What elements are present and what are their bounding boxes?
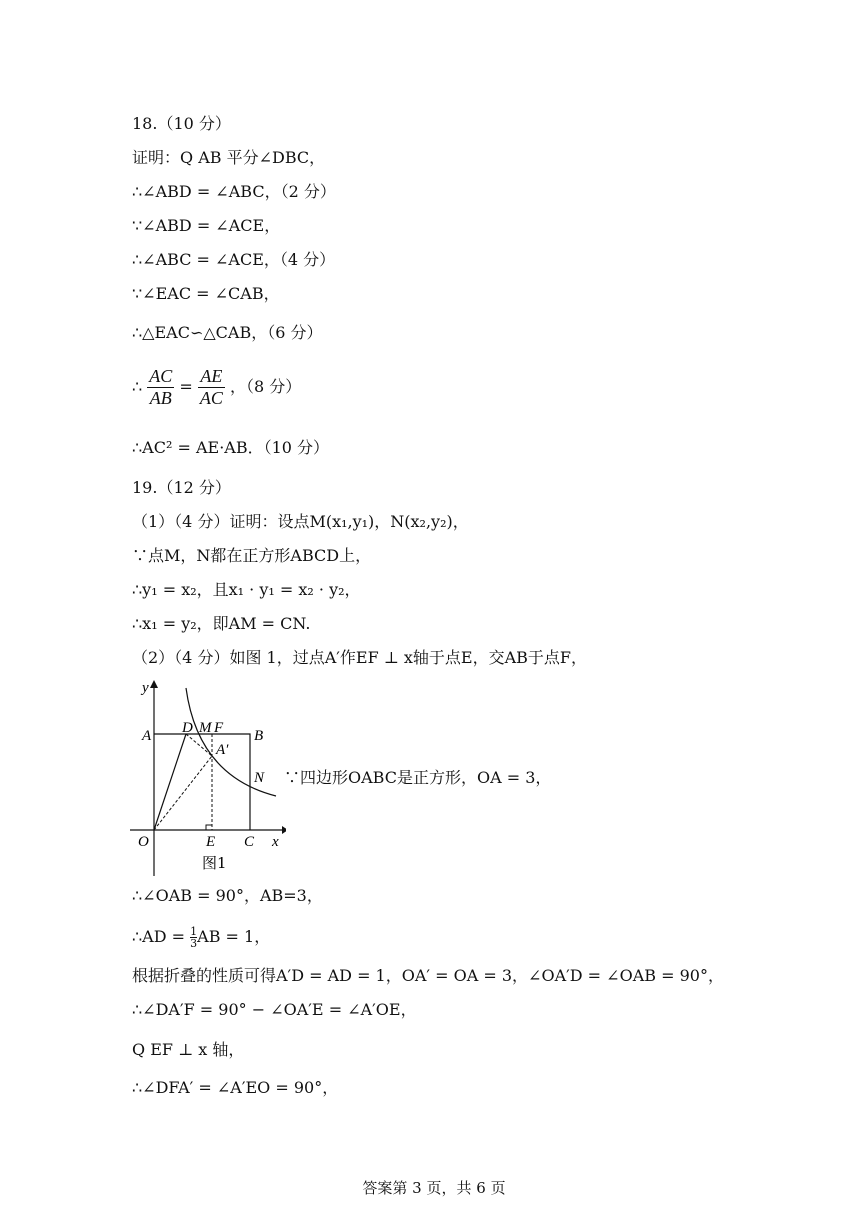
q19-line-5: （2）（4 分）如图 1，过点A′作EF ⊥ x轴于点E，交AB于点F， <box>132 648 588 667</box>
fraction-denominator: 3 <box>190 937 198 950</box>
q19-line-11: Q EF ⊥ x 轴， <box>132 1040 245 1059</box>
q18-line-7 <box>132 366 301 416</box>
fraction-numerator: AC <box>149 366 173 386</box>
q19-line-12: ∴∠DFA′ = ∠A′EO = 90°， <box>132 1078 339 1097</box>
label-m: M <box>199 720 212 736</box>
q19-line-4: ∴x₁ = y₂，即AM = CN. <box>132 614 311 633</box>
figure-1-diagram <box>126 676 286 876</box>
label-e: E <box>206 834 216 850</box>
label-a-prime: A′ <box>216 742 229 758</box>
fraction-numerator: AE <box>198 366 225 388</box>
fraction-denominator: AB <box>149 388 172 408</box>
label-o: O <box>138 834 149 850</box>
ad-prefix: ∴AD = <box>132 927 191 946</box>
fraction-denominator: AC <box>199 388 223 408</box>
x-axis-arrow <box>282 826 286 834</box>
q18-header: 18.（10 分） <box>132 114 231 133</box>
q18-line-3: ∵∠ABD = ∠ACE， <box>132 216 281 235</box>
score-note: ，（8 分） <box>230 377 302 396</box>
label-a: A <box>142 728 152 744</box>
segment-od <box>154 734 186 830</box>
q18-line-5: ∵∠EAC = ∠CAB， <box>132 284 280 303</box>
y-axis-arrow <box>150 680 158 688</box>
fraction-ac-ab <box>147 366 174 409</box>
q19-line-9: 根据折叠的性质可得A′D = AD = 1，OA′ = OA = 3，∠OA′D = ∠OAB = 90°， <box>132 966 724 985</box>
q18-line-1: 证明：Q AB 平分∠DBC， <box>132 148 326 167</box>
label-x: x <box>272 834 279 850</box>
label-c: C <box>244 834 255 850</box>
label-f: F <box>214 720 224 736</box>
segment-oa-prime <box>154 756 212 830</box>
q18-line-6: ∴△EAC∽△CAB，（6 分） <box>132 323 323 342</box>
figure-1 <box>126 676 286 880</box>
figure-caption: 图1 <box>202 854 227 872</box>
ad-suffix: AB = 1， <box>197 927 271 946</box>
q19-line-3: ∴y₁ = x₂，且x₁ · y₁ = x₂ · y₂， <box>132 580 361 599</box>
q18-line-4: ∴∠ABC = ∠ACE，（4 分） <box>132 250 336 269</box>
q19-line-6: ∵四边形OABC是正方形，OA = 3， <box>284 768 552 787</box>
q19-line-10: ∴∠DA′F = 90° − ∠OA′E = ∠A′OE， <box>132 1000 417 1019</box>
right-angle-mark <box>206 825 212 830</box>
q19-line-8 <box>132 926 270 949</box>
label-b: B <box>254 728 264 744</box>
segment-da-prime <box>186 734 212 756</box>
q18-line-8: ∴AC² = AE·AB．（10 分） <box>132 438 330 457</box>
fraction-numerator: 1 <box>190 925 198 938</box>
q19-line-7: ∴∠OAB = 90°，AB=3， <box>132 886 323 905</box>
q18-line-2: ∴∠ABD = ∠ABC，（2 分） <box>132 182 336 201</box>
q19-line-2: ∵点M，N都在正方形ABCD上， <box>132 546 372 565</box>
q19-line-1: （1）（4 分）证明：设点M(x₁,y₁)，N(x₂,y₂)， <box>132 512 469 531</box>
equals-sign: = <box>179 377 193 396</box>
label-y: y <box>142 680 149 696</box>
therefore-symbol: ∴ <box>132 377 143 396</box>
q19-header: 19.（12 分） <box>132 478 231 497</box>
fraction-ae-ac <box>198 366 225 409</box>
page-footer: 答案第 3 页，共 6 页 <box>362 1179 506 1197</box>
label-d: D <box>182 720 193 736</box>
square-outline <box>154 734 250 830</box>
label-n: N <box>254 770 265 786</box>
